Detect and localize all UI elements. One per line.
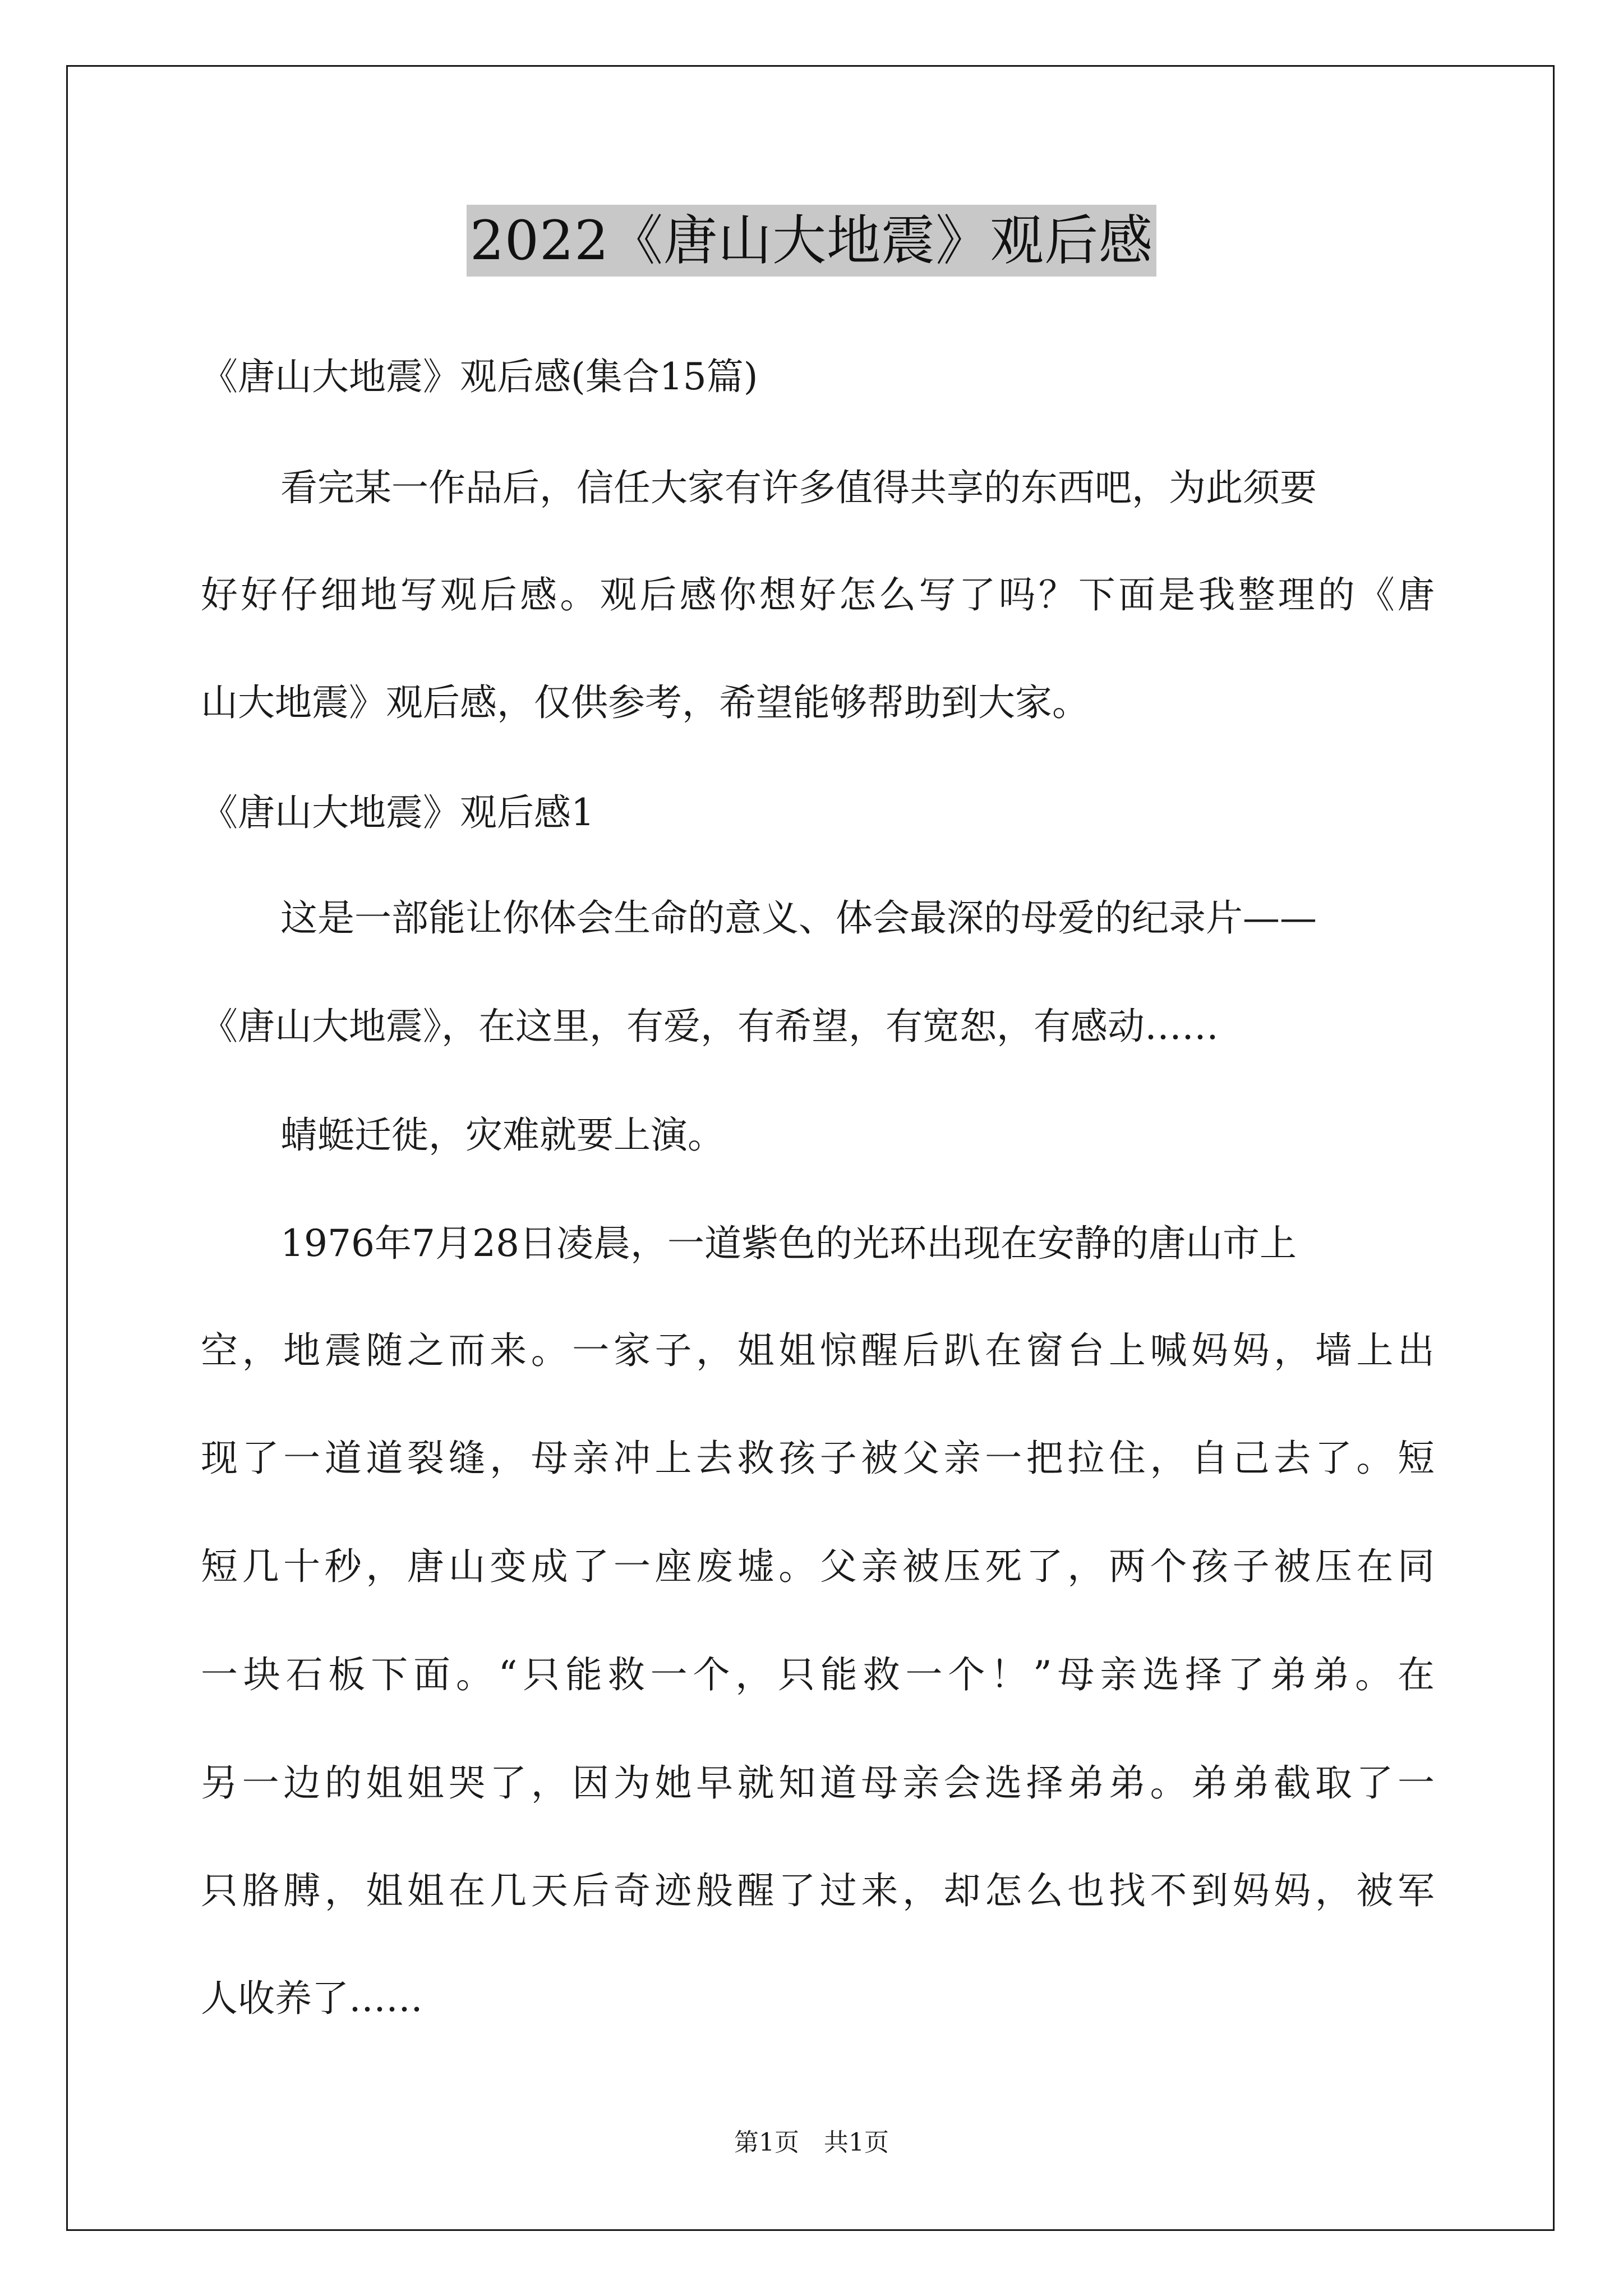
document-title: 2022《唐山大地震》观后感	[467, 205, 1156, 277]
paragraph-line: 1976年7月28日凌晨，一道紫色的光环出现在安静的唐山市上	[280, 1222, 1297, 1265]
paragraph-line: 看完某一作品后，信任大家有许多值得共享的东西吧，为此须要	[280, 466, 1317, 509]
paragraph-line: 山大地震》观后感，仅供参考，希望能够帮助到大家。	[201, 681, 1089, 724]
paragraph-line: 蜻蜓迁徙，灾难就要上演。	[280, 1114, 725, 1157]
paragraph-line: 好好仔细地写观后感。观后感你想好怎么写了吗？下面是我整理的《唐	[201, 573, 1435, 616]
page-footer: 第1页 共1页	[734, 2128, 889, 2157]
section-heading: 《唐山大地震》观后感1	[201, 791, 594, 834]
paragraph-line: 另一边的姐姐哭了，因为她早就知道母亲会选择弟弟。弟弟截取了一	[201, 1761, 1435, 1805]
paragraph-line: 《唐山大地震》，在这里，有爱，有希望，有宽恕，有感动……	[201, 1005, 1219, 1048]
subtitle-line: 《唐山大地震》观后感(集合15篇)	[201, 355, 758, 398]
paragraph-line: 只胳膊，姐姐在几天后奇迹般醒了过来，却怎么也找不到妈妈，被军	[201, 1869, 1435, 1912]
paragraph-line: 一块石板下面。“只能救一个，只能救一个！”母亲选择了弟弟。在	[201, 1653, 1435, 1696]
paragraph-line: 短几十秒，唐山变成了一座废墟。父亲被压死了，两个孩子被压在同	[201, 1545, 1435, 1588]
paragraph-line: 这是一部能让你体会生命的意义、体会最深的母爱的纪录片——	[280, 896, 1317, 940]
paragraph-line: 人收养了……	[201, 1977, 423, 2020]
paragraph-line: 现了一道道裂缝，母亲冲上去救孩子被父亲一把拉住，自己去了。短	[201, 1437, 1435, 1480]
paragraph-line: 空，地震随之而来。一家子，姐姐惊醒后趴在窗台上喊妈妈，墙上出	[201, 1329, 1435, 1372]
